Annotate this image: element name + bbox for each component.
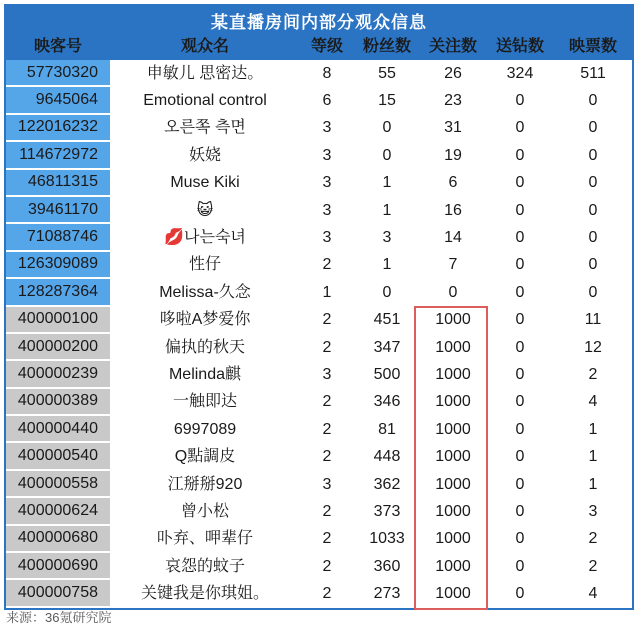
tickets-cell: 4 — [588, 585, 598, 603]
viewer-id-cell: 400000624 — [6, 498, 110, 525]
following-cell: 14 — [444, 229, 462, 247]
fans-cell: 3 — [382, 229, 392, 247]
fans-cell: 500 — [373, 365, 401, 383]
viewer-id-cell: 400000200 — [6, 334, 110, 361]
viewer-name-cell: 曾小松 — [180, 502, 229, 520]
table-body — [6, 60, 632, 608]
viewer-name-cell: 卟弃、呷辈仔 — [156, 530, 253, 548]
tickets-cell: 2 — [588, 365, 598, 383]
fans-cell: 362 — [373, 475, 401, 493]
tickets-cell: 0 — [588, 146, 598, 164]
table-row — [6, 361, 632, 388]
fans-cell: 0 — [382, 119, 392, 137]
table-row — [6, 87, 632, 114]
following-cell: 1000 — [435, 475, 471, 493]
tickets-cell: 0 — [588, 229, 598, 247]
table-row — [6, 252, 632, 279]
following-cell: 19 — [444, 146, 462, 164]
level-cell: 3 — [322, 119, 332, 137]
table-title: 某直播房间内部分观众信息 — [6, 6, 632, 34]
following-cell: 6 — [448, 174, 458, 192]
tickets-cell: 11 — [584, 311, 602, 329]
level-cell: 2 — [322, 420, 332, 438]
following-cell: 23 — [444, 92, 462, 110]
viewer-id-cell: 39461170 — [6, 197, 110, 224]
viewer-name-cell: 哆啦A梦爱你 — [159, 311, 251, 329]
viewer-id-cell: 400000540 — [6, 443, 110, 470]
following-cell: 1000 — [435, 557, 471, 575]
level-cell: 2 — [322, 256, 332, 274]
table-row — [6, 580, 632, 607]
diamonds-cell: 0 — [515, 174, 525, 192]
diamonds-cell: 0 — [515, 283, 525, 301]
level-cell: 2 — [322, 502, 332, 520]
viewer-id-cell: 400000239 — [6, 361, 110, 388]
diamonds-cell: 0 — [515, 92, 525, 110]
fans-cell: 373 — [373, 502, 401, 520]
viewer-name-cell: Muse Kiki — [170, 174, 240, 192]
table-row — [6, 389, 632, 416]
tickets-cell: 511 — [580, 64, 606, 82]
viewer-name-cell: 性仔 — [188, 256, 221, 274]
following-cell: 1000 — [435, 393, 471, 411]
header-fans: 粉丝数 — [362, 38, 411, 55]
level-cell: 3 — [322, 174, 332, 192]
diamonds-cell: 0 — [515, 530, 525, 548]
table-row — [6, 553, 632, 580]
table-row — [6, 224, 632, 251]
table-row — [6, 170, 632, 197]
fans-cell: 360 — [373, 557, 401, 575]
viewer-name-cell: Emotional control — [143, 92, 267, 110]
level-cell: 3 — [322, 146, 332, 164]
following-cell: 1000 — [435, 420, 471, 438]
viewer-name-cell: 关键我是你琪姐。 — [140, 585, 269, 603]
viewer-name-cell: Melinda麒 — [168, 365, 242, 383]
tickets-cell: 0 — [588, 256, 598, 274]
viewer-id-cell: 46811315 — [6, 170, 110, 197]
fans-cell: 81 — [378, 420, 396, 438]
viewer-name-cell: 申敏儿 思密达。 — [146, 64, 264, 82]
level-cell: 3 — [322, 475, 332, 493]
viewer-name-cell: 一触即达 — [172, 393, 237, 411]
diamonds-cell: 0 — [515, 393, 525, 411]
viewer-id-cell: 57730320 — [6, 60, 110, 87]
tickets-cell: 2 — [588, 557, 598, 575]
tickets-cell: 3 — [588, 502, 598, 520]
fans-cell: 347 — [373, 338, 401, 356]
table-header-row — [6, 34, 632, 60]
fans-cell: 346 — [373, 393, 401, 411]
viewer-id-cell: 71088746 — [6, 224, 110, 251]
header-viewer-id: 映客号 — [33, 38, 82, 55]
diamonds-cell: 0 — [515, 420, 525, 438]
level-cell: 8 — [322, 64, 332, 82]
diamonds-cell: 0 — [515, 256, 525, 274]
tickets-cell: 0 — [588, 119, 598, 137]
header-tickets: 映票数 — [568, 38, 617, 55]
viewer-id-cell: 128287364 — [6, 279, 110, 306]
fans-cell: 0 — [382, 146, 392, 164]
viewer-id-cell: 400000558 — [6, 471, 110, 498]
fans-cell: 1033 — [369, 530, 405, 548]
following-cell: 16 — [444, 201, 462, 219]
level-cell: 2 — [322, 530, 332, 548]
following-cell: 1000 — [435, 338, 471, 356]
following-cell: 26 — [444, 64, 462, 82]
level-cell: 3 — [322, 201, 332, 219]
diamonds-cell: 0 — [515, 201, 525, 219]
fans-cell: 1 — [382, 201, 392, 219]
viewer-name-cell: 江掰掰920 — [167, 475, 243, 493]
viewer-id-cell: 114672972 — [6, 142, 110, 169]
viewer-name-cell: 妖娆 — [188, 146, 221, 164]
viewer-name-cell: 오른쪽 측면 — [164, 119, 246, 137]
header-viewer-name: 观众名 — [180, 38, 229, 55]
viewer-name-cell: 6997089 — [173, 420, 237, 438]
table-row — [6, 526, 632, 553]
viewer-name-cell: 哀怨的蚊子 — [164, 557, 245, 575]
following-cell: 31 — [444, 119, 462, 137]
table-row — [6, 334, 632, 361]
table-row — [6, 307, 632, 334]
following-cell: 0 — [448, 283, 458, 301]
tickets-cell: 1 — [588, 420, 598, 438]
fans-cell: 451 — [373, 311, 401, 329]
diamonds-cell: 0 — [515, 311, 525, 329]
table-row — [6, 142, 632, 169]
tickets-cell: 0 — [588, 92, 598, 110]
viewer-name-cell: Melissa-久念 — [159, 283, 251, 301]
viewer-id-cell: 126309089 — [6, 252, 110, 279]
diamonds-cell: 0 — [515, 338, 525, 356]
level-cell: 2 — [322, 448, 332, 466]
level-cell: 2 — [322, 557, 332, 575]
source-note: 来源：36氪研究院 — [6, 610, 112, 625]
viewer-id-cell: 400000389 — [6, 389, 110, 416]
following-cell: 1000 — [435, 365, 471, 383]
viewer-info-table — [4, 4, 634, 610]
fans-cell: 1 — [382, 174, 392, 192]
table-row — [6, 60, 632, 87]
table-row — [6, 471, 632, 498]
diamonds-cell: 0 — [515, 502, 525, 520]
viewer-id-cell: 400000680 — [6, 526, 110, 553]
following-cell: 1000 — [435, 585, 471, 603]
level-cell: 1 — [322, 283, 332, 301]
fans-cell: 55 — [378, 64, 396, 82]
tickets-cell: 0 — [588, 201, 598, 219]
viewer-id-cell: 400000100 — [6, 307, 110, 334]
following-cell: 1000 — [435, 502, 471, 520]
fans-cell: 1 — [382, 256, 392, 274]
diamonds-cell: 0 — [515, 448, 525, 466]
following-cell: 1000 — [435, 448, 471, 466]
diamonds-cell: 0 — [515, 146, 525, 164]
viewer-id-cell: 122016232 — [6, 115, 110, 142]
following-cell: 7 — [448, 256, 458, 274]
table-row — [6, 416, 632, 443]
diamonds-cell: 0 — [515, 557, 525, 575]
diamonds-cell: 0 — [515, 475, 525, 493]
fans-cell: 448 — [373, 448, 401, 466]
viewer-name-cell: Q點調皮 — [174, 448, 236, 466]
fans-cell: 0 — [382, 283, 392, 301]
diamonds-cell: 0 — [515, 229, 525, 247]
level-cell: 3 — [322, 229, 332, 247]
tickets-cell: 1 — [588, 448, 598, 466]
header-following: 关注数 — [428, 38, 477, 55]
level-cell: 3 — [322, 365, 332, 383]
diamonds-cell: 0 — [515, 119, 525, 137]
level-cell: 2 — [322, 311, 332, 329]
viewer-id-cell: 400000758 — [6, 580, 110, 607]
following-cell: 1000 — [435, 311, 471, 329]
fans-cell: 273 — [373, 585, 401, 603]
tickets-cell: 0 — [588, 174, 598, 192]
following-cell: 1000 — [435, 530, 471, 548]
viewer-name-cell: 💋나는숙녀 — [164, 229, 246, 247]
diamonds-cell: 0 — [515, 585, 525, 603]
level-cell: 2 — [322, 393, 332, 411]
fans-cell: 15 — [378, 92, 396, 110]
level-cell: 2 — [322, 338, 332, 356]
table-row — [6, 498, 632, 525]
tickets-cell: 2 — [588, 530, 598, 548]
viewer-id-cell: 400000440 — [6, 416, 110, 443]
viewer-name-cell: 😺 — [196, 201, 214, 219]
header-level: 等级 — [310, 38, 343, 55]
level-cell: 2 — [322, 585, 332, 603]
viewer-id-cell: 400000690 — [6, 553, 110, 580]
table-row — [6, 115, 632, 142]
table-row — [6, 197, 632, 224]
tickets-cell: 12 — [584, 338, 602, 356]
tickets-cell: 1 — [588, 475, 598, 493]
table-row — [6, 279, 632, 306]
tickets-cell: 0 — [588, 283, 598, 301]
tickets-cell: 4 — [588, 393, 598, 411]
viewer-name-cell: 偏执的秋天 — [164, 338, 245, 356]
table-row — [6, 443, 632, 470]
header-diamonds: 送钻数 — [495, 38, 544, 55]
viewer-id-cell: 9645064 — [6, 87, 110, 114]
level-cell: 6 — [322, 92, 332, 110]
diamonds-cell: 324 — [506, 64, 534, 82]
diamonds-cell: 0 — [515, 365, 525, 383]
